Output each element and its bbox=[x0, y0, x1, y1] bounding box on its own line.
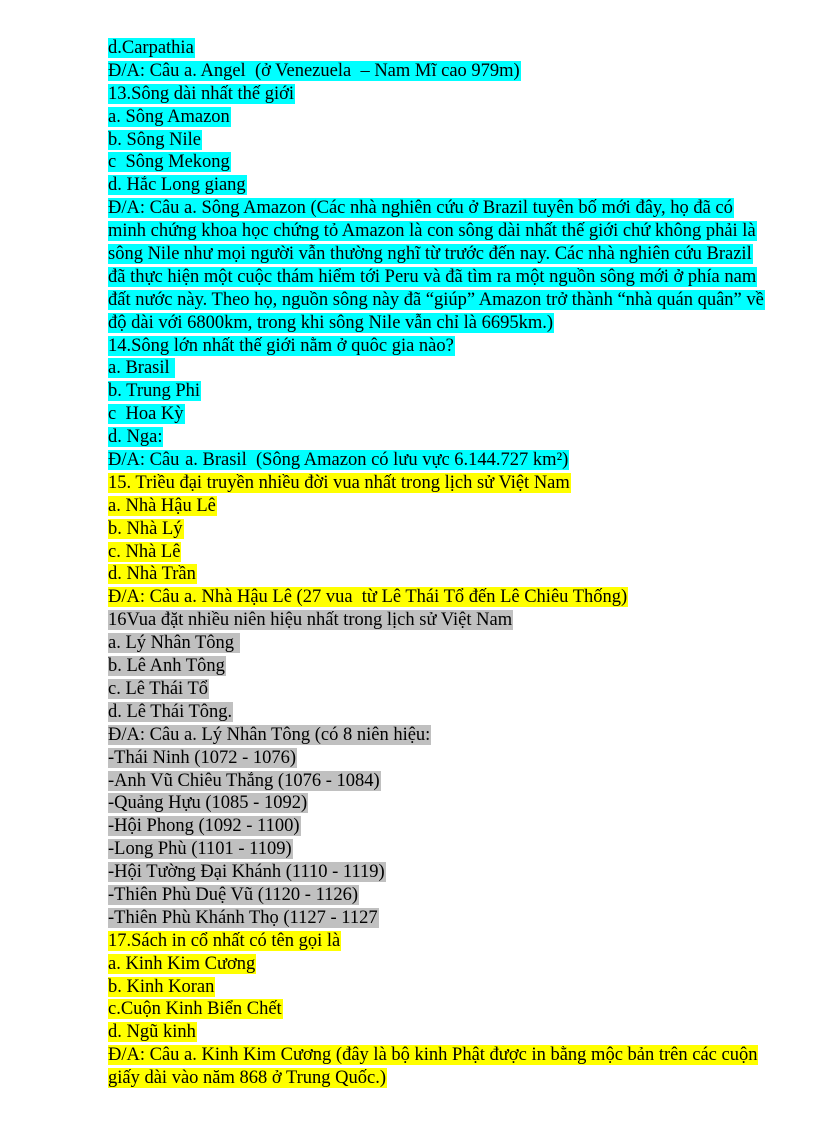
highlighted-text: -Quảng Hựu (1085 - 1092) bbox=[108, 793, 308, 814]
text-line bbox=[108, 953, 780, 976]
text-line bbox=[108, 1021, 780, 1044]
highlighted-text: a. Sông Amazon bbox=[108, 106, 230, 127]
highlighted-text: 16Vua đặt nhiều niên hiệu nhất trong lịch sử Việt Nam bbox=[108, 610, 513, 631]
text-line bbox=[108, 563, 780, 586]
highlighted-text: b. Kinh Koran bbox=[108, 976, 215, 997]
text-line bbox=[108, 770, 780, 793]
highlighted-text: độ dài với 6800km, trong khi sông Nile vẫn chỉ là 6695km.) bbox=[108, 312, 553, 333]
highlighted-text: Đ/A: Câu a. Nhà Hậu Lê (27 vua từ Lê Thái Tổ đến Lê Chiêu Thống) bbox=[108, 587, 628, 608]
highlighted-text: b. Sông Nile bbox=[108, 129, 202, 150]
text-line bbox=[108, 747, 780, 770]
highlighted-text: -Thái Ninh (1072 - 1076) bbox=[108, 747, 297, 768]
text-line bbox=[108, 586, 780, 609]
text-line bbox=[108, 884, 780, 907]
highlighted-text: c. Nhà Lê bbox=[108, 541, 181, 562]
text-line bbox=[108, 151, 780, 174]
highlighted-text: -Hội Tường Đại Khánh (1110 - 1119) bbox=[108, 862, 385, 883]
highlighted-text: a. Lý Nhân Tông bbox=[108, 633, 239, 654]
highlighted-text: Đ/A: Câu a. Kinh Kim Cương (đây là bộ kinh Phật được in bằng mộc bản trên các cuộn bbox=[108, 1045, 758, 1066]
text-line bbox=[108, 312, 780, 335]
text-line bbox=[108, 37, 780, 60]
highlighted-text: đã thực hiện một cuộc thám hiểm tới Peru và đã tìm ra một nguồn sông mới ở phía nam bbox=[108, 266, 757, 287]
highlighted-text: 15. Triều đại truyền nhiều đời vua nhất trong lịch sử Việt Nam bbox=[108, 472, 570, 493]
highlighted-text: -Thiên Phù Khánh Thọ (1127 - 1127 bbox=[108, 907, 378, 928]
highlighted-text: b. Lê Anh Tông bbox=[108, 656, 225, 677]
highlighted-text: a. Brasil bbox=[108, 358, 175, 379]
highlighted-text: c Sông Mekong bbox=[108, 152, 230, 173]
text-line bbox=[108, 197, 780, 220]
highlighted-text: c.Cuộn Kinh Biển Chết bbox=[108, 999, 282, 1020]
text-line bbox=[108, 357, 780, 380]
text-line bbox=[108, 266, 780, 289]
text-line bbox=[108, 930, 780, 953]
text-line bbox=[108, 472, 780, 495]
highlighted-text: Đ/A: Câu a. Angel (ở Venezuela – Nam Mĩ cao 979m) bbox=[108, 60, 520, 81]
highlighted-text: -Long Phù (1101 - 1109) bbox=[108, 839, 292, 860]
highlighted-text: 13.Sông dài nhất thế giới bbox=[108, 83, 295, 104]
text-line bbox=[108, 174, 780, 197]
text-line bbox=[108, 129, 780, 152]
highlighted-text: -Hội Phong (1092 - 1100) bbox=[108, 816, 300, 837]
text-line bbox=[108, 243, 780, 266]
text-line bbox=[108, 1067, 780, 1090]
text-line bbox=[108, 815, 780, 838]
text-line bbox=[108, 998, 780, 1021]
highlighted-text: c Hoa Kỳ bbox=[108, 404, 184, 425]
text-line bbox=[108, 380, 780, 403]
highlighted-text: đất nước này. Theo họ, nguồn sông này đã “giúp” Amazon trở thành “nhà quán quân” về bbox=[108, 289, 764, 310]
highlighted-text: d.Carpathia bbox=[108, 38, 194, 58]
text-line bbox=[108, 632, 780, 655]
text-line bbox=[108, 83, 780, 106]
text-line bbox=[108, 220, 780, 243]
text-line bbox=[108, 724, 780, 747]
text-line bbox=[108, 106, 780, 129]
text-line bbox=[108, 403, 780, 426]
highlighted-text: giấy dài vào năm 868 ở Trung Quốc.) bbox=[108, 1068, 387, 1089]
highlighted-text: 14.Sông lớn nhất thế giới nằm ở quôc gia nào? bbox=[108, 335, 454, 356]
highlighted-text: -Anh Vũ Chiêu Thắng (1076 - 1084) bbox=[108, 770, 380, 791]
highlighted-text: d. Ngũ kinh bbox=[108, 1022, 196, 1043]
text-line bbox=[108, 907, 780, 930]
highlighted-text: d. Lê Thái Tông. bbox=[108, 701, 233, 722]
highlighted-text: c. Lê Thái Tổ bbox=[108, 678, 209, 699]
text-line bbox=[108, 495, 780, 518]
text-line bbox=[108, 838, 780, 861]
highlighted-text: d. Hắc Long giang bbox=[108, 175, 246, 196]
highlighted-text: d. Nga: bbox=[108, 427, 163, 448]
highlighted-text: b. Nhà Lý bbox=[108, 518, 183, 539]
text-line bbox=[108, 678, 780, 701]
highlighted-text: a. Nhà Hậu Lê bbox=[108, 495, 216, 516]
highlighted-text: minh chứng khoa học chứng tỏ Amazon là con sông dài nhất thế giới chứ không phải là bbox=[108, 221, 756, 242]
highlighted-text: -Thiên Phù Duệ Vũ (1120 - 1126) bbox=[108, 884, 359, 905]
text-line bbox=[108, 541, 780, 564]
text-line bbox=[108, 861, 780, 884]
highlighted-text: 17.Sách in cổ nhất có tên gọi là bbox=[108, 930, 341, 951]
highlighted-text: sông Nile như mọi người vẫn thường nghĩ từ trước đến nay. Các nhà nghiên cứu Brazil bbox=[108, 244, 752, 265]
document-page bbox=[108, 37, 780, 1090]
highlighted-text: d. Nhà Trần bbox=[108, 564, 196, 585]
highlighted-text: Đ/A: Câu a. Sông Amazon (Các nhà nghiên cứu ở Brazil tuyên bố mới đây, họ đã có bbox=[108, 198, 733, 219]
highlighted-text: b. Trung Phi bbox=[108, 381, 201, 402]
text-line bbox=[108, 518, 780, 541]
highlighted-text: Đ/A: Câu bbox=[108, 450, 185, 471]
highlighted-text: a. Kinh Kim Cương bbox=[108, 953, 256, 974]
text-line bbox=[108, 289, 780, 312]
text-line bbox=[108, 335, 780, 358]
text-line bbox=[108, 449, 780, 472]
text-line bbox=[108, 792, 780, 815]
text-line bbox=[108, 60, 780, 83]
text-line bbox=[108, 701, 780, 724]
highlighted-text: Đ/A: Câu a. Lý Nhân Tông (có 8 niên hiệu: bbox=[108, 724, 431, 745]
text-line bbox=[108, 655, 780, 678]
text-line bbox=[108, 1044, 780, 1067]
text-line bbox=[108, 609, 780, 632]
text-line bbox=[108, 426, 780, 449]
highlighted-text: a. Brasil (Sông Amazon có lưu vực 6.144.727 km²) bbox=[185, 450, 569, 471]
text-line bbox=[108, 976, 780, 999]
